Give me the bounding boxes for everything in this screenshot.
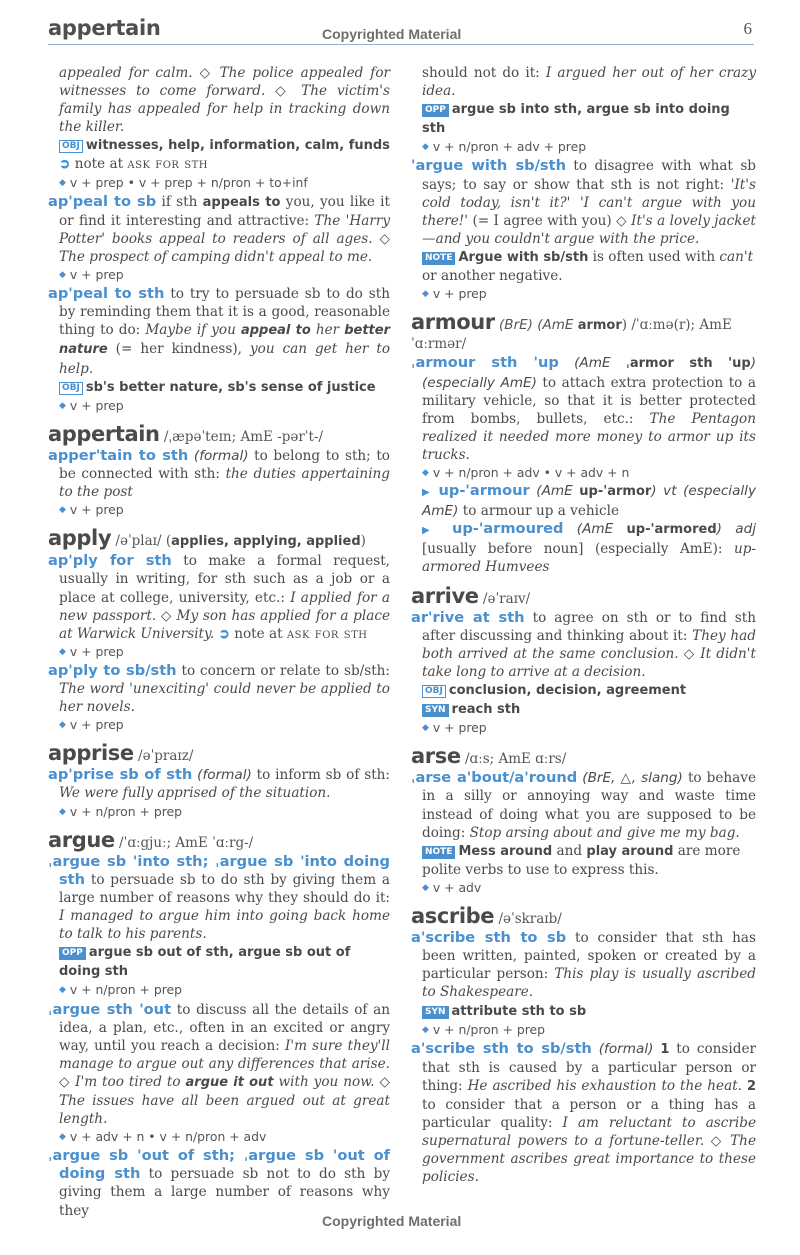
phrasal-verb-arrive-at-sth: ar'rive at sth to agree on sth or to find sth after discussing and thinking about it: They had both arrived at the same conclusion. ◇ It didn't take long to arrive at a decision. — [411, 608, 756, 680]
grammar-pattern: ◆ v + adv + n • v + n/pron + adv — [59, 1129, 267, 1145]
cross-ref-arrow-icon: ➲ — [59, 156, 71, 173]
grammar-pattern: ◆ v + n/pron + adv • v + adv + n — [422, 464, 630, 480]
opposite-collocations: OPP argue sb into sth, argue sb into doing sth — [422, 102, 730, 137]
triangle-bullet-icon: ▶ — [422, 487, 432, 499]
phrasal-verb-ascribe-sth-to-sb: a'scribe sth to sb to consider that sth has been written, painted, spoken or created by a particular person: This play is usually ascribed to Shakespeare. — [411, 929, 756, 1001]
opp-badge: OPP — [59, 947, 86, 960]
phrasal-verb-argue-sth-out: ˌargue sth 'out to discuss all the details of an idea, a plan, etc., often in an excited or angry way, until you reach a decision: I'm sure they'll manage to argue out any differences that arise. ◇ I'm too tired to argue it out with you now. ◇ The issues have all been argued out at great length. — [48, 1000, 390, 1128]
derivative-up-armour: ▶ up-'armour (AmE up-'armor) vt (especially AmE) to armour up a vehicle — [422, 482, 757, 520]
synonym: SYN reach sth — [411, 700, 756, 719]
phrasal-verb-argue-sb-into-sth: ˌargue sb 'into sth; ˌargue sb 'into doing sth to persuade sb to do sth by giving them a large number of reasons why they should do it: I managed to argue him into going back home to talk to his parents. — [48, 852, 390, 943]
derivative-up-armoured: ▶ up-'armoured (AmE up-'armored) adj [usually before noun] (especially AmE): up-armored Humvees — [422, 520, 756, 576]
page-header — [48, 14, 754, 45]
grammar-pattern: ◆ v + prep — [59, 502, 124, 518]
entry-armour: armour (BrE) (AmE armor) /ˈɑːmə(r); AmE ˈɑːrmər/ — [411, 310, 732, 353]
entry-argue: argue /ˈɑːgjuː; AmE ˈɑːrg-/ — [48, 827, 254, 852]
continued-definition: should not do it: I argued her out of her crazy idea. — [422, 65, 756, 100]
obj-badge: OBJ — [59, 140, 83, 153]
entry-arse: arse /ɑːs; AmE ɑːrs/ — [411, 744, 567, 769]
usage-note: NOTE Mess around and play around are more polite verbs to use to express this. — [422, 842, 741, 878]
entry-apprise: apprise /əˈpraɪz/ — [48, 741, 194, 766]
running-head: appertain — [48, 16, 161, 40]
phrasal-verb-appertain-to-sth: apper'tain to sth (formal) to belong to sth; to be connected with sth: the duties appertaining to the post — [48, 446, 390, 501]
usage-note: NOTE Argue with sb/sth is often used with can't or another negative. — [422, 248, 754, 285]
left-column — [48, 64, 390, 1220]
phrasal-verb-apply-to-sb-sth: ap'ply to sb/sth to concern or relate to sb/sth: The word 'unexciting' could never be applied to her novels. — [48, 661, 390, 716]
synonym: SYN attribute sth to sb — [411, 1002, 756, 1021]
syn-badge: SYN — [422, 704, 449, 717]
grammar-pattern: ◆ v + n/pron + prep — [59, 803, 183, 819]
grammar-pattern: ◆ v + prep — [59, 643, 124, 659]
phrasal-verb-apply-for-sth: ap'ply for sth to make a formal request, usually in writing, for sth such as a job or a place at college, university, etc.: I applied for a new passport. ◇ My son has applied for a place at Warwick University. ➲ note at ask for sth — [48, 552, 390, 642]
phrasal-verb-argue-with-sb-sth: 'argue with sb/sth to disagree with what sb says; to say or show that sth is not right: 'It's cold today, isn't it?' 'I can't argue with you there!' (= I agree with you) ◇ It's a lovely jacket—and you couldn't argue with the price. — [411, 157, 756, 247]
phrasal-verb-arse-about: ˌarse a'bout/a'round (BrE, △, slang) to behave in a silly or annoying way and waste time instead of doing what you are supposed to be doing: Stop arsing about and give me my bag. — [411, 769, 757, 841]
grammar-pattern: ◆ v + prep — [59, 397, 124, 413]
grammar-pattern: ◆ v + adv — [422, 879, 482, 895]
triangle-bullet-icon: ▶ — [422, 525, 439, 537]
grammar-pattern: ◆ v + prep — [422, 720, 487, 736]
continued-example: appealed for calm. ◇ The police appealed for witnesses to come forward. ◇ The victim's family has appealed for help in tracking down the killer. — [59, 65, 390, 136]
entry-ascribe: ascribe /əˈskraɪb/ — [411, 904, 562, 929]
entry-appertain: appertain /ˌæpəˈteɪn; AmE -pərˈt-/ — [48, 421, 324, 446]
page-number: 6 — [743, 19, 752, 38]
grammar-pattern: ◆ v + prep — [422, 286, 487, 302]
grammar-pattern: ◆ v + n/pron + adv + prep — [422, 139, 587, 155]
grammar-pattern: ◆ v + prep — [59, 717, 124, 733]
cross-ref-link[interactable]: ask for sth — [127, 156, 208, 173]
phrasal-verb-appeal-to-sb: ap'peal to sb if sth appeals to you, you like it or find it interesting and attractive: The 'Harry Potter' books appeal to readers of all ages. ◇ The prospect of camping didn't appeal to me. — [48, 192, 391, 265]
grammar-pattern: ◆ v + n/pron + prep — [422, 1021, 546, 1037]
entry-apply: apply /əˈplaɪ/ (applies, applying, applied) — [48, 526, 366, 551]
copyright-notice-top: Copyrighted Material — [322, 26, 462, 42]
grammar-pattern: ◆ v + n/pron + prep — [59, 982, 183, 998]
obj-collocations: OBJ conclusion, decision, agreement — [411, 681, 756, 700]
grammar-pattern: ◆ v + prep — [59, 267, 124, 283]
opposite-collocations: OPP argue sb out of sth, argue sb out of doing sth — [59, 945, 351, 980]
cross-ref-arrow-icon: ➲ — [218, 625, 230, 642]
phrasal-verb-ascribe-sth-to-sb-sth: a'scribe sth to sb/sth (formal) 1 to consider that sth is caused by a particular person or thing: He ascribed his exhaustion to the heat. 2 to consider that a person or a thing has a particular quality: I am reluctant to ascribe supernatural powers to a fortune-teller. ◇ The government ascribes great importance to these policies. — [411, 1039, 756, 1186]
obj-collocations: OBJ sb's better nature, sb's sense of justice — [48, 378, 390, 397]
grammar-pattern: ◆ v + prep • v + prep + n/pron + to+inf — [59, 174, 308, 190]
phrasal-verb-argue-sb-out-of-sth: ˌargue sb 'out of sth; ˌargue sb 'out of doing sth to persuade sb not to do sth by giving them a large number of reasons why they — [48, 1147, 390, 1219]
bullet-icon: ◆ — [59, 177, 66, 188]
obj-collocations: OBJ witnesses, help, information, calm, funds — [48, 136, 390, 155]
cross-ref-link[interactable]: ask for sth — [286, 625, 368, 642]
entry-arrive: arrive /əˈraɪv/ — [411, 583, 531, 608]
cross-reference[interactable]: ➲ note at ask for sth — [59, 156, 208, 173]
phrasal-verb-appeal-to-sth: ap'peal to sth to try to persuade sb to do sth by reminding them that it is a good, reasonable thing to do: Maybe if you appeal to her better nature (= her kindness), you can get her to help. — [48, 285, 390, 377]
copyright-notice-bottom: Copyrighted Material — [322, 1213, 462, 1229]
phrasal-verb-apprise-sb-of-sth: ap'prise sb of sth (formal) to inform sb of sth: We were fully apprised of the situation. — [48, 766, 390, 802]
note-badge: NOTE — [422, 252, 455, 265]
right-column — [411, 64, 756, 1186]
phrasal-verb-armour-sth-up: ˌarmour sth 'up (AmE ˌarmor sth 'up) (especially AmE) to attach extra protection to a military vehicle, so that it is better protected from bombs, bullets, etc.: The Pentagon realized it needed more money to armor up its trucks. — [411, 354, 757, 463]
